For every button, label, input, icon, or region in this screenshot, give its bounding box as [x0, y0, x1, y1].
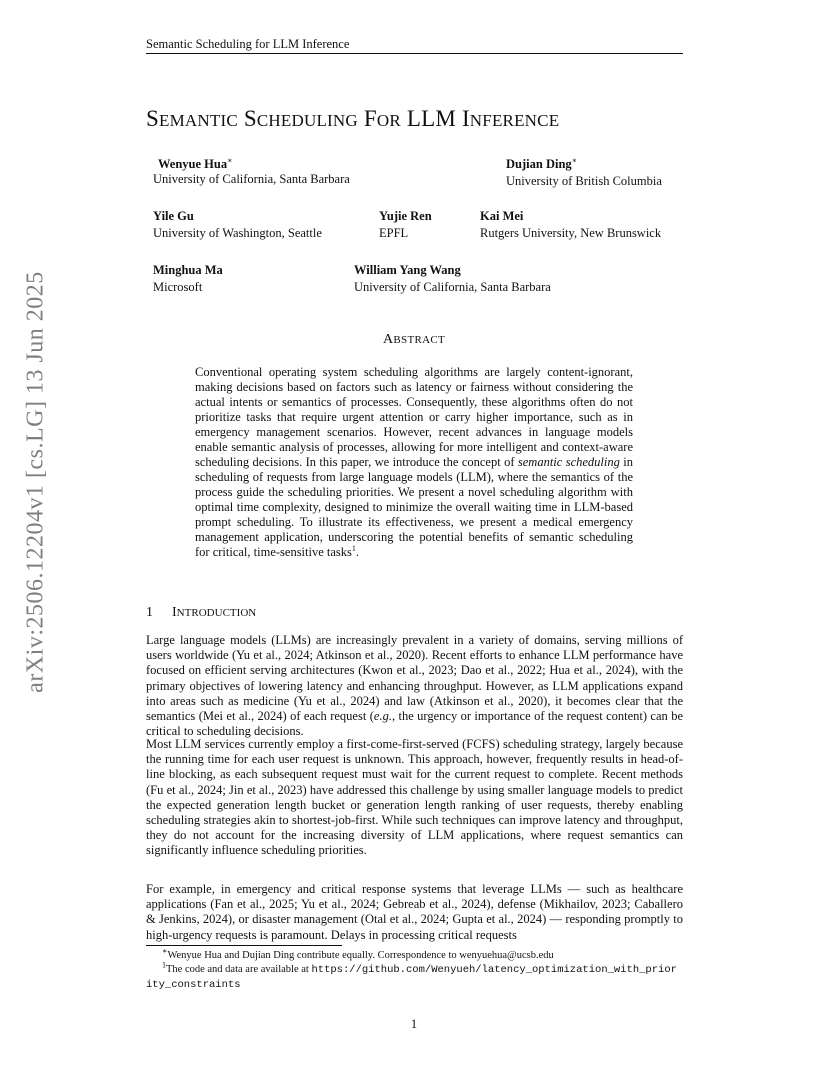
paragraph-text: Large language models (LLMs) are increasingly prevalent in a variety of domains, serving millions of users worldwide (Yu et al., 2024; Atkinson et al., 2020). Recent efforts to enhance LLM performance have focused on efficient serving architectures (Kwon et al., 2023; Dao et al., 2022; Hua et al., 2024), with the primary objectives of lowering latency and enhancing throughput. However, as LLM applications expand into areas such as medicine (Yu et al., 2024) and law (Atkinson et al., 2020), it becomes clear that the semantics (Mei et al., 2024) of each request (: [146, 633, 683, 724]
author-affiliation: Microsoft: [153, 280, 203, 294]
footnote-marker: 1: [162, 960, 166, 970]
author-affiliation: Rutgers University, New Brunswick: [480, 226, 662, 240]
abstract-body: [195, 365, 633, 560]
footnote: [146, 960, 683, 992]
author-name: Dujian Ding∗: [506, 155, 578, 171]
running-header: Semantic Scheduling for LLM Inference: [146, 37, 350, 51]
footnote-marker: ∗: [162, 946, 168, 956]
footnote-text: The code and data are available at: [166, 964, 312, 975]
page-number: 1: [410, 1017, 418, 1031]
arxiv-stamp-text: arXiv:2506.12204v1 [cs.LG] 13 Jun 2025: [22, 271, 49, 693]
author-block: [153, 263, 223, 295]
author-affiliation: University of British Columbia: [506, 174, 662, 188]
section-number: 1: [146, 605, 153, 620]
paragraph-emphasis: e.g.: [373, 709, 392, 724]
abstract-text: in scheduling of requests from large language models (LLM), where the semantics of the process guide the scheduling priorities. We present a novel scheduling algorithm with optimal time complexity, designed to minimize the overall waiting time in LLM-based prompt scheduling. To illustrate its effectiveness, we present a medical emergency management application, underscoring the potential benefits of semantic scheduling for critical, time-sensitive tasks: [195, 455, 633, 559]
footnote-marker: 1: [351, 543, 356, 553]
author-block: [158, 157, 233, 172]
author-block: [379, 209, 432, 241]
author-name: Yile Gu: [153, 209, 194, 223]
author-block: [506, 157, 662, 189]
author-affiliation: EPFL: [379, 226, 409, 240]
author-name: Yujie Ren: [379, 209, 432, 223]
footnote-text: Wenyue Hua and Dujian Ding contribute equally. Correspondence to wenyuehua@ucsb.edu: [167, 950, 554, 961]
author-affiliation: University of California, Santa Barbara: [153, 172, 350, 186]
body-paragraph: For example, in emergency and critical response systems that leverage LLMs — such as healthcare applications (Fan et al., 2025; Yu et al., 2024; Gebreab et al., 2024), defense (Mikhailov, 2023; Caballero & Jenkins, 2024), or disaster management (Otal et al., 2024; Gupta et al., 2024) — responding promptly to high-urgency requests is paramount. Delays in processing critical requests: [146, 882, 683, 942]
body-paragraph: Most LLM services currently employ a first-come-first-served (FCFS) scheduling strategy, largely because the running time for each user request is unknown. This approach, however, frequently results in head-of-line blocking, as each subsequent request must wait for the current request to complete. Recent methods (Fu et al., 2024; Jin et al., 2023) have addressed this challenge by using smaller language models to predict the expected generation length bucket or generation length ranking of user requests, thereby enabling scheduling strategies akin to shortest-job-first. While such techniques can improve latency and throughput, they do not account for the increasing diversity of LLM applications, where request semantics can significantly influence scheduling priorities.: [146, 737, 683, 858]
footnote: [146, 946, 683, 963]
section-heading: [146, 605, 256, 621]
author-block: [354, 263, 551, 295]
author-name: Kai Mei: [480, 209, 524, 223]
footnote-rule: [146, 945, 342, 946]
author-block: [153, 209, 322, 241]
author-affiliation: University of Washington, Seattle: [153, 226, 322, 240]
author-affiliation: University of California, Santa Barbara: [354, 280, 551, 294]
author-name: William Yang Wang: [354, 263, 461, 277]
author-name: Wenyue Hua∗: [158, 155, 233, 171]
author-name: Minghua Ma: [153, 263, 223, 277]
author-affiliation-block: [153, 172, 350, 187]
body-paragraph: [146, 633, 683, 739]
abstract-text: Conventional operating system scheduling algorithms are largely content-ignorant, making decisions based on factors such as latency or fairness without considering the actual intents or semantics of processes. Consequently, these algorithms often do not prioritize tasks that require urgent attention or carry higher importance, such as in emergency management scenarios. However, recent advances in language models enable semantic analysis of processes, allowing for more intelligent and context-aware scheduling decisions. In this paper, we introduce the concept of: [195, 365, 633, 469]
abstract-emphasis: semantic scheduling: [517, 455, 620, 469]
author-block: [480, 209, 661, 241]
header-rule: [146, 53, 683, 54]
paper-title: SEMANTIC SCHEDULING FOR LLM INFERENCE: [146, 106, 560, 131]
paragraph-text: , the urgency or importance of the request content) can be critical to scheduling decisions.: [146, 709, 683, 739]
abstract-heading: ABSTRACT: [382, 332, 446, 347]
footnote-link[interactable]: https://github.com/Wenyueh/latency_optimization_with_priority_constraints: [146, 964, 677, 991]
section-title: INTRODUCTION: [172, 605, 257, 620]
abstract-period: .: [355, 545, 360, 559]
